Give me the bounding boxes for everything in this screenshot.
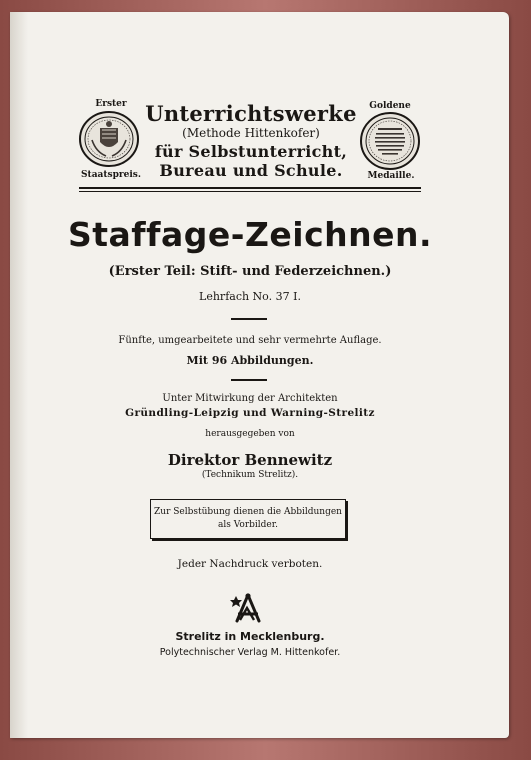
- reprint-notice: Jeder Nachdruck verboten.: [177, 558, 323, 570]
- author-affiliation: (Technikum Strelitz).: [201, 470, 299, 480]
- edition-line: Fünfte, umgearbeitete und sehr vermehrte Auflage.: [118, 335, 382, 346]
- left-medal-top-label: Erster: [95, 99, 127, 109]
- publisher-place: Strelitz in Mecklenburg.: [175, 630, 325, 643]
- state-prize-medal-icon: [78, 110, 140, 168]
- notice-box: [150, 499, 346, 539]
- architects-names: Gründling-Leipzig und Warning-Strelitz: [125, 407, 375, 419]
- subject-number: Lehrfach No. 37 I.: [199, 290, 301, 303]
- book-subtitle: (Erster Teil: Stift- und Federzeichnen.): [108, 264, 392, 279]
- illustrations-count: Mit 96 Abbildungen.: [186, 354, 314, 367]
- header-rule-thick: [79, 187, 421, 189]
- header-rule-thin: [79, 191, 421, 192]
- series-line-self-study: für Selbstunterricht,: [154, 142, 348, 161]
- notice-line-1: Zur Selbstübung dienen die Abbildungen: [154, 507, 342, 517]
- series-line-bureau-school: Bureau und Schule.: [159, 161, 343, 180]
- notice-line-2: als Vorbilder.: [218, 520, 278, 530]
- collaboration-line: Unter Mitwirkung der Architekten: [162, 393, 338, 404]
- divider-1: [231, 318, 267, 320]
- book-title: Staffage-Zeichnen.: [67, 215, 433, 254]
- editor-prefix: herausgegeben von: [205, 429, 295, 439]
- compass-square-emblem-icon: [230, 592, 264, 628]
- page-gutter-shade: [10, 12, 28, 738]
- series-method: (Methode Hittenkofer): [182, 126, 320, 140]
- right-medal-bottom-label: Medaille.: [367, 171, 415, 181]
- left-medal-bottom-label: Staatspreis.: [81, 170, 141, 180]
- author-name: Direktor Bennewitz: [167, 451, 333, 469]
- right-medal-top-label: Goldene: [369, 101, 411, 111]
- series-title: Unterrichtswerke: [145, 101, 357, 126]
- publisher-name: Polytechnischer Verlag M. Hittenkofer.: [159, 647, 341, 658]
- divider-2: [231, 379, 267, 381]
- gold-medal-icon: [359, 111, 421, 171]
